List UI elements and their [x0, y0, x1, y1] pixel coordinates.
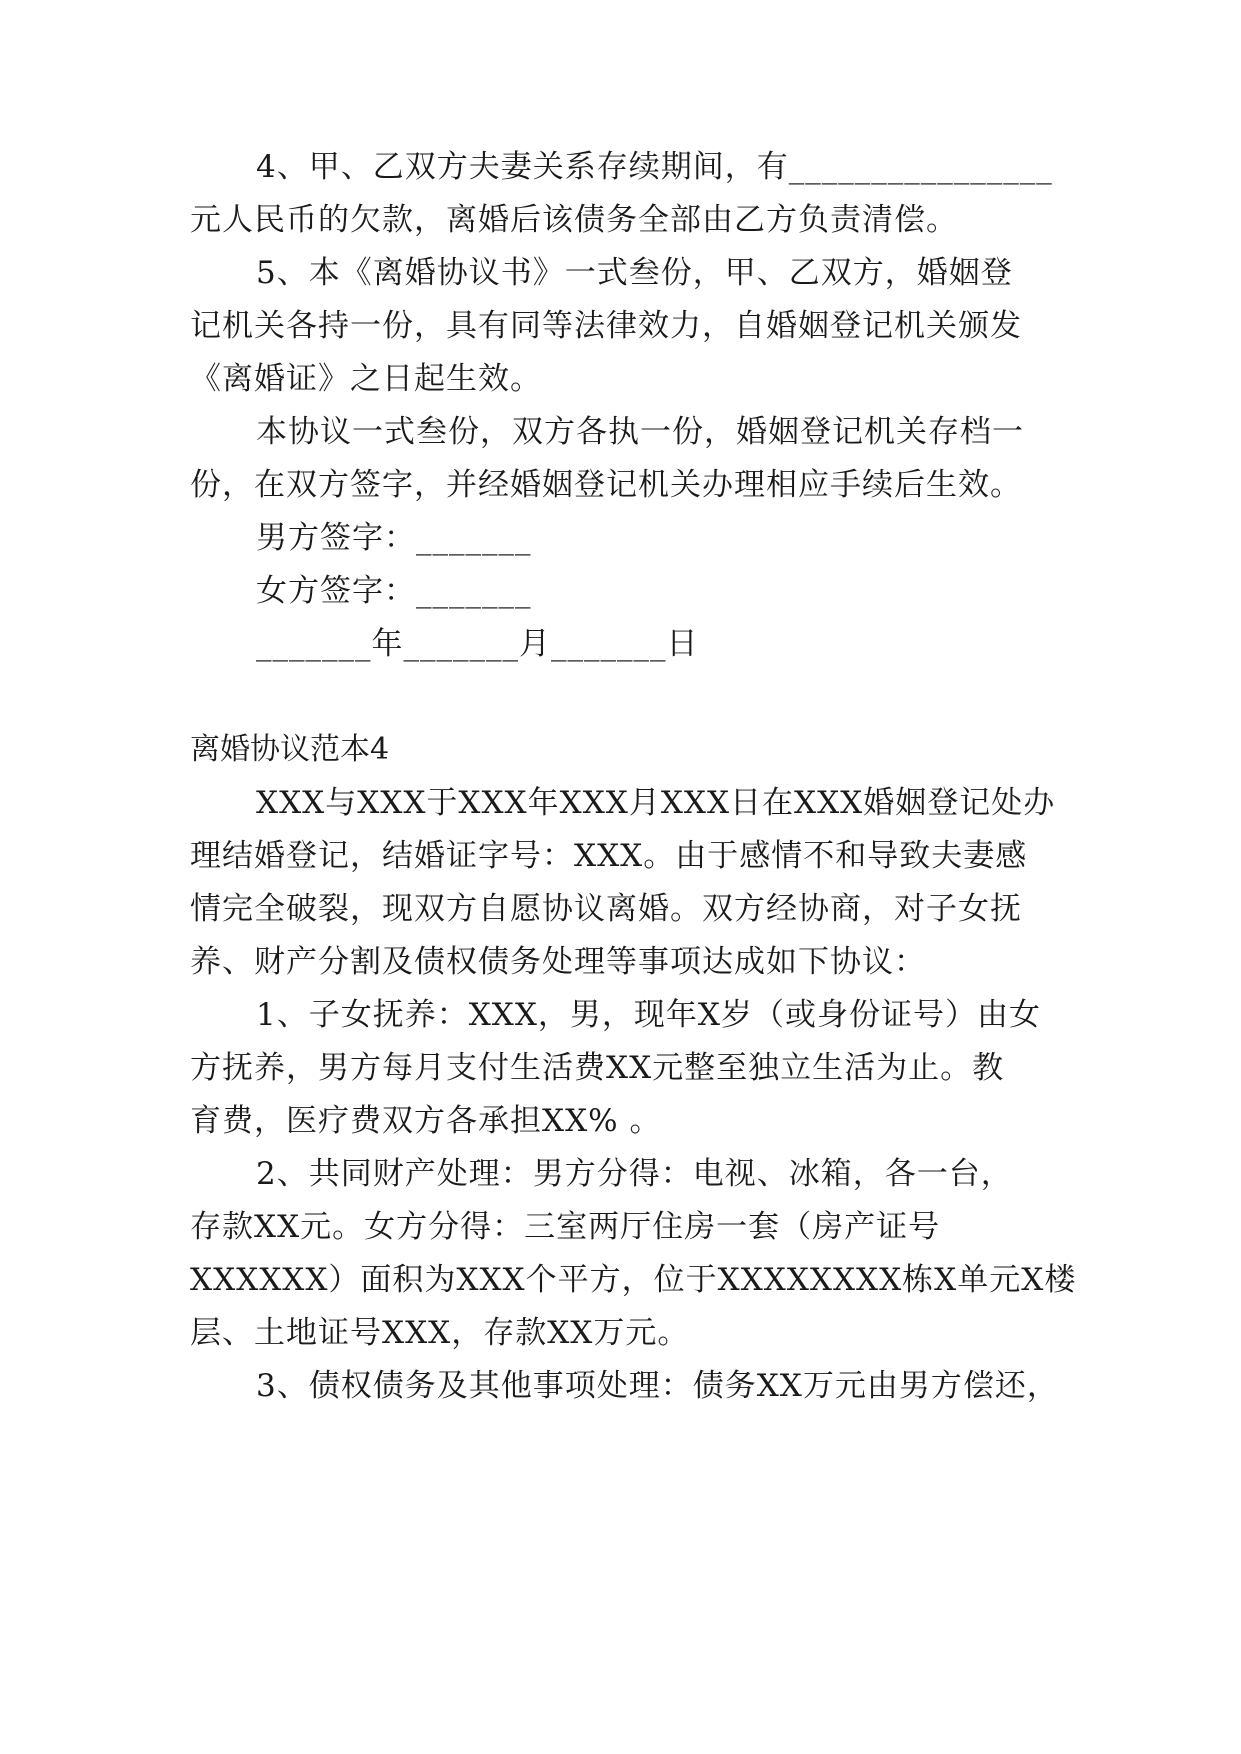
- text-line: 本协议一式叁份，双方各执一份，婚姻登记机关存档一: [256, 414, 1024, 450]
- text-line: 记机关各持一份，具有同等法律效力，自婚姻登记机关颁发: [190, 308, 1022, 344]
- text-line: 情完全破裂，现双方自愿协议离婚。双方经协商，对子女抚: [190, 891, 1022, 927]
- text-line: 存款XX元。女方分得：三室两厅住房一套（房产证号: [190, 1209, 941, 1245]
- text-line: 2、共同财产处理：男方分得：电视、冰箱，各一台，: [256, 1156, 1013, 1192]
- text-line: 层、土地证号XXX，存款XX万元。: [190, 1315, 690, 1351]
- female-signature-line: 女方签字：_______: [256, 573, 532, 609]
- section-heading: 离婚协议范本4: [190, 732, 390, 767]
- text-line: XXX与XXX于XXX年XXX月XXX日在XXX婚姻登记处办: [256, 785, 1056, 821]
- text-line: 养、财产分割及债权债务处理等事项达成如下协议：: [190, 944, 926, 980]
- text-line: 1、子女抚养：XXX，男，现年X岁（或身份证号）由女: [256, 997, 1041, 1033]
- text-line: 理结婚登记，结婚证字号：XXX。由于感情不和导致夫妻感: [190, 838, 1028, 874]
- male-signature-line: 男方签字：_______: [256, 520, 532, 556]
- date-line: _______年_______月_______日: [256, 626, 699, 662]
- text-line: 元人民币的欠款，离婚后该债务全部由乙方负责清偿。: [190, 202, 958, 238]
- text-line: 4、甲、乙双方夫妻关系存续期间，有________________: [256, 149, 1053, 185]
- text-line: 方抚养，男方每月支付生活费XX元整至独立生活为止。教: [190, 1050, 1005, 1086]
- text-line: 5、本《离婚协议书》一式叁份，甲、乙双方，婚姻登: [256, 255, 1013, 291]
- text-line: 3、债权债务及其他事项处理：债务XX万元由男方偿还，: [256, 1368, 1059, 1404]
- text-line: 份，在双方签字，并经婚姻登记机关办理相应手续后生效。: [190, 467, 1022, 503]
- text-line: 育费，医疗费双方各承担XX% 。: [190, 1103, 662, 1139]
- text-line: 《离婚证》之日起生效。: [190, 361, 542, 397]
- text-line: XXXXXX）面积为XXX个平方，位于XXXXXXXX栋X单元X楼: [190, 1262, 1077, 1298]
